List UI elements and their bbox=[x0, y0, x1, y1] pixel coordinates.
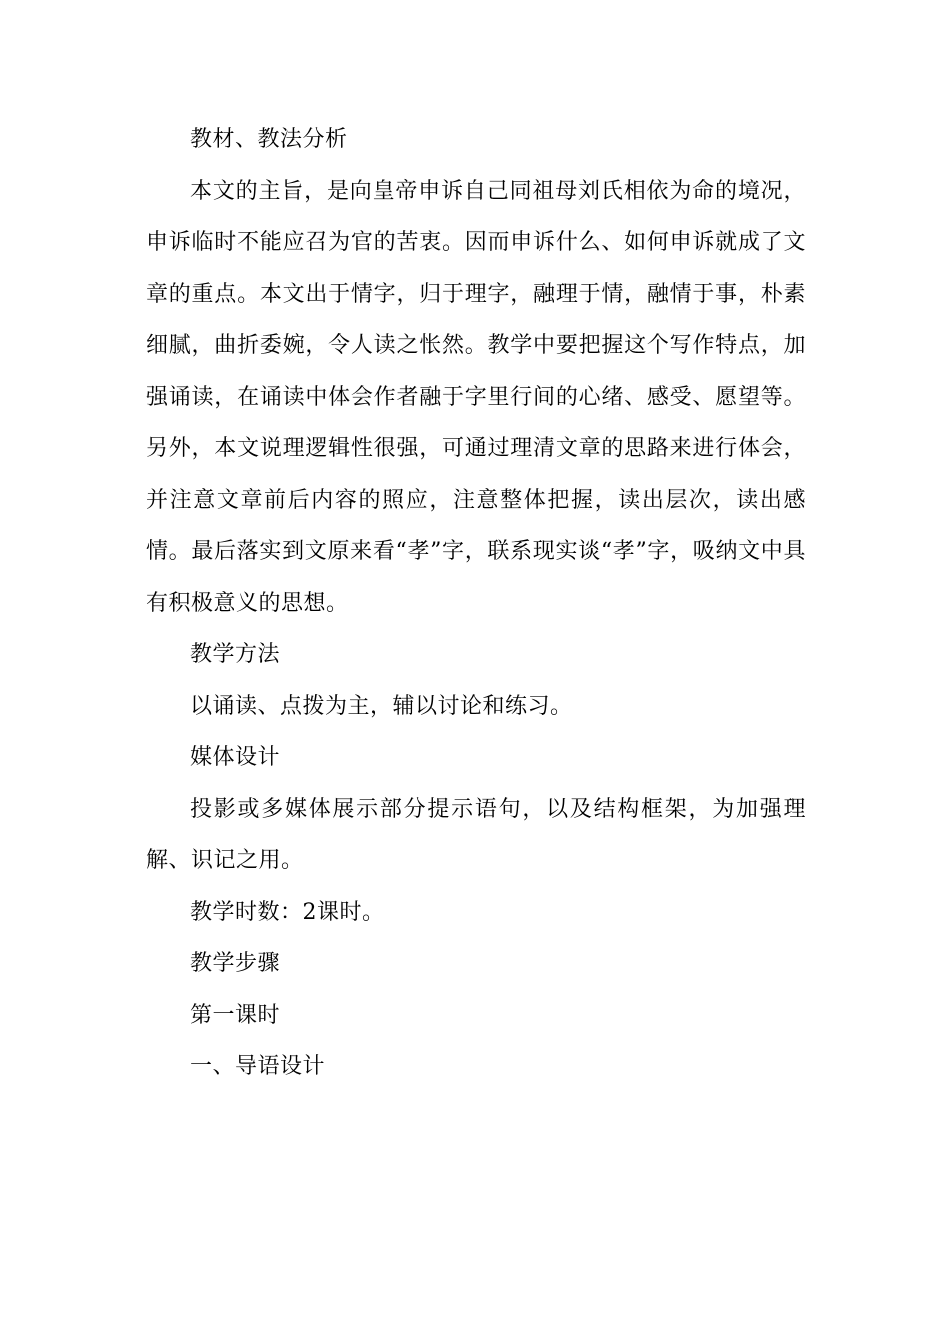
section-heading-materials-analysis: 教材、教法分析 bbox=[190, 127, 348, 152]
section-heading-teaching-method: 教学方法 bbox=[190, 642, 281, 667]
section-heading-first-lesson: 第一课时 bbox=[190, 1002, 281, 1028]
section-heading-teaching-steps: 教学步骤 bbox=[190, 951, 281, 976]
section-heading-intro-design: 一、导语设计 bbox=[190, 1054, 326, 1079]
document-body bbox=[146, 114, 806, 1093]
paragraph-main-idea: 本文的主旨，是向皇帝申诉自己同祖母刘氏相依为命的境况，申诉临时不能应召为官的苦衷。因而申诉什么、如何申诉就成了文章的重点。本文出于情字，归于理字，融理于情，融情于事，朴素细腻，曲折委婉，令人读之怅然。教学中要把握这个写作特点，加强诵读，在诵读中体会作者融于字里行间的心绪、感受、愿望等。另外，本文说理逻辑性很强，可通过理清文章的思路来进行体会，并注意文章前后内容的照应，注意整体把握，读出层次，读出感情。最后落实到文原来看“孝”字，联系现实谈“孝”字，吸纳文中具有积极意义的思想。 bbox=[146, 178, 806, 616]
paragraph-teaching-hours: 教学时数：2课时。 bbox=[190, 899, 385, 925]
paragraph-media-design: 投影或多媒体展示部分提示语句，以及结构框架，为加强理解、识记之用。 bbox=[146, 796, 806, 873]
section-heading-media-design: 媒体设计 bbox=[190, 745, 281, 770]
paragraph-teaching-method: 以诵读、点拨为主，辅以讨论和练习。 bbox=[190, 693, 573, 719]
